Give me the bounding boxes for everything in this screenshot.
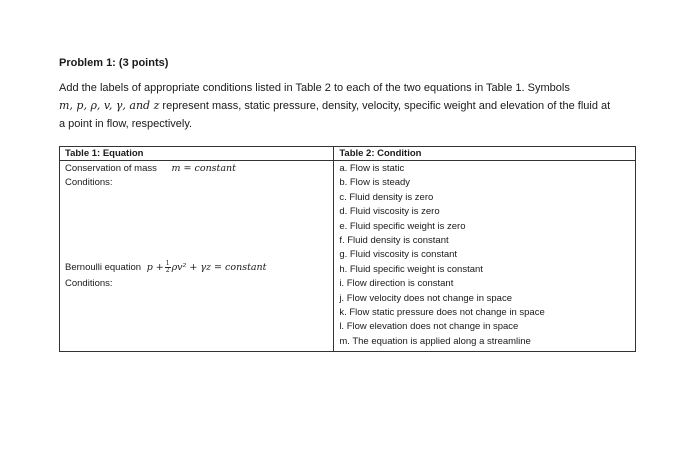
description-line-2: represent mass, static pressure, density, velocity, specific weight and elevation of the fluid at	[159, 100, 611, 112]
bernoulli-equation	[147, 262, 267, 273]
bernoulli-eq-end: ρv² + γz = constant	[171, 262, 267, 273]
mass-equation-block	[65, 162, 236, 190]
mass-equation: m = constant	[171, 163, 236, 174]
description-line-3: a point in flow, respectively.	[59, 118, 193, 130]
bernoulli-equation-label: Bernoulli equation	[65, 262, 142, 273]
condition-item: k. Flow static pressure does not change in space	[339, 307, 545, 319]
table2-header: Table 2: Condition	[334, 147, 636, 161]
description-symbols: m, p, ρ, v, γ, and z	[59, 99, 160, 112]
condition-item: d. Fluid viscosity is zero	[339, 206, 440, 218]
problem-title: Problem 1: (3 points)	[59, 57, 169, 69]
equations-conditions-table	[59, 146, 636, 352]
problem-description	[59, 79, 659, 133]
condition-item: h. Fluid specific weight is constant	[339, 263, 483, 275]
condition-item: e. Fluid specific weight is zero	[339, 220, 466, 232]
condition-item: j. Flow velocity does not change in space	[339, 292, 512, 304]
conditions-list	[339, 162, 630, 349]
table1-equations-cell	[60, 161, 334, 352]
condition-item: a. Flow is static	[339, 163, 405, 174]
condition-item: c. Fluid density is zero	[339, 191, 434, 203]
description-line-1: Add the labels of appropriate conditions listed in Table 2 to each of the two equations in Table 1. Symbols	[59, 82, 570, 94]
bernoulli-equation-block	[65, 261, 267, 291]
condition-item: g. Fluid viscosity is constant	[339, 249, 458, 261]
condition-item: m. The equation is applied along a streamline	[339, 335, 531, 347]
condition-item: b. Flow is steady	[339, 177, 411, 189]
mass-equation-label: Conservation of mass	[65, 163, 157, 174]
table1-header: Table 1: Equation	[60, 147, 334, 161]
condition-item: f. Fluid density is constant	[339, 235, 449, 247]
condition-item: i. Flow direction is constant	[339, 278, 454, 290]
bernoulli-conditions-label: Conditions:	[65, 278, 113, 289]
condition-item: l. Flow elevation does not change in space	[339, 321, 519, 333]
bernoulli-eq-start: p +	[146, 262, 164, 273]
bernoulli-frac-den: 2	[165, 267, 170, 274]
mass-conditions-label: Conditions:	[65, 177, 113, 188]
bernoulli-fraction	[165, 261, 171, 274]
table2-conditions-cell	[334, 161, 636, 352]
bernoulli-frac-num: 1	[165, 260, 170, 267]
